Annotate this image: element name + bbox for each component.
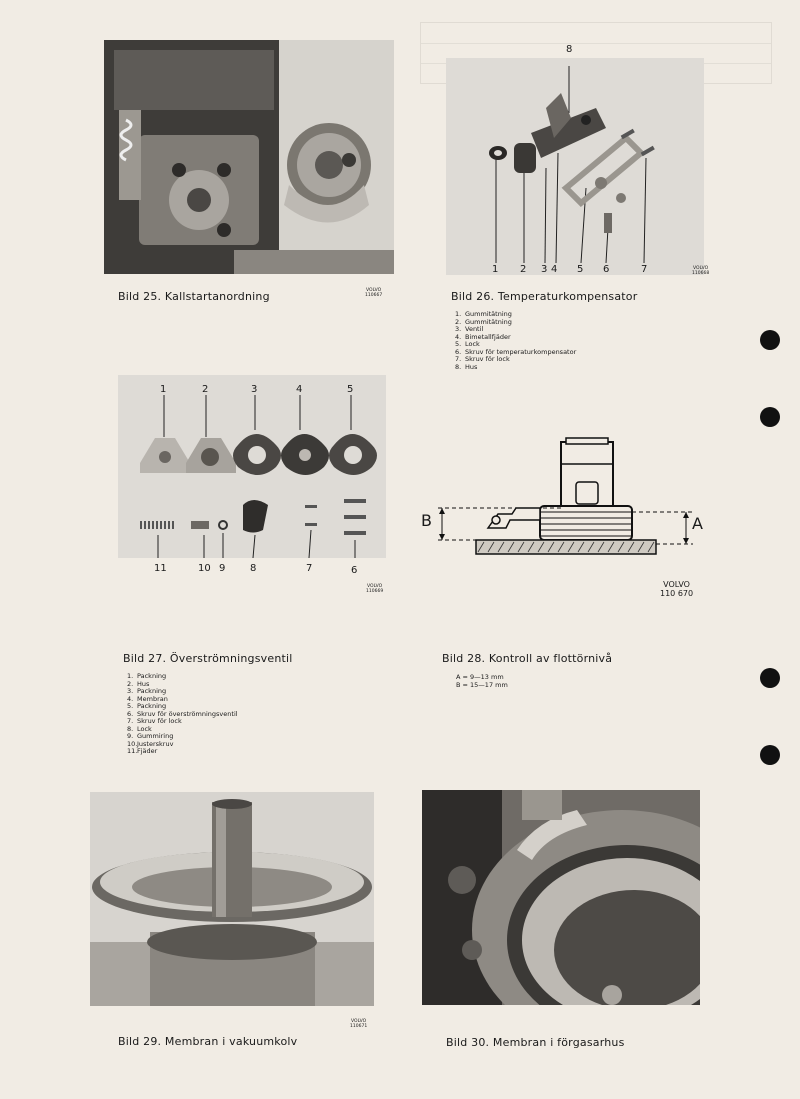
float-level-check-drawing (418, 436, 708, 566)
legend-text: Gummitätning (465, 317, 512, 326)
legend-text: Skruv för lock (137, 717, 182, 725)
legend-text: Ventil (465, 325, 484, 333)
fig27-part-number: 6 (351, 565, 358, 576)
punch-hole (760, 407, 780, 427)
fig26-code (692, 266, 709, 276)
legend-num: 9. (127, 732, 134, 740)
legend-num: 10. (127, 739, 138, 748)
fig27-part-number: 5 (347, 384, 354, 395)
fig27-part-number: 8 (250, 563, 257, 574)
legend-text: Packning (137, 702, 167, 710)
fig25-caption: Bild 25. Kallstartanordning (118, 290, 270, 303)
fig27-caption: Bild 27. Överströmningsventil (123, 652, 293, 665)
legend-text: Skruv för lock (465, 355, 510, 363)
fig26-part-number: 3 (541, 264, 548, 275)
fig25-code (365, 288, 382, 298)
punch-hole (760, 745, 780, 765)
fig25-code-number: 110667 (365, 293, 383, 298)
fig27-part-number: 1 (160, 384, 167, 395)
fig27-legend (127, 673, 238, 756)
temperature-compensator-exploded-illustration (446, 58, 704, 275)
spec-a: A = 9—13 mm (456, 673, 504, 681)
legend-num: 3. (127, 687, 134, 695)
fig27-part-number: 11 (154, 563, 167, 574)
fig26-part-number: 2 (520, 264, 527, 275)
legend-num: 6. (455, 347, 462, 356)
legend-num: 7. (455, 355, 462, 363)
legend-num: 4. (455, 332, 462, 341)
fig29-code-number: 110671 (350, 1024, 368, 1029)
legend-num: 4. (127, 694, 134, 703)
fig26-part-number: 1 (492, 264, 499, 275)
fig28-label-a: A (692, 514, 703, 533)
fig28-code-number: 110 670 (660, 589, 694, 598)
legend-num: 5. (455, 340, 462, 348)
carburetor-housing-diaphragm-illustration (422, 790, 700, 1005)
legend-text: Justerskruv (137, 739, 174, 748)
vacuum-piston-diaphragm-illustration (90, 792, 374, 1006)
overflow-valve-exploded-illustration (118, 375, 386, 558)
fig27-code-brand: VOLVO (367, 584, 383, 589)
legend-num: 1. (127, 672, 134, 680)
fig26-part-number: 8 (566, 44, 573, 55)
fig27-part-number: 3 (251, 384, 258, 395)
fig27-code-number: 110669 (366, 589, 384, 594)
legend-num: 6. (127, 709, 134, 718)
punch-hole (760, 668, 780, 688)
fig26-code-number: 110668 (692, 271, 710, 276)
legend-text: Fjäder (137, 747, 158, 755)
legend-text: Packning (137, 672, 167, 680)
legend-num: 3. (455, 325, 462, 333)
fig26-code-brand: VOLVO (693, 266, 709, 271)
legend-num: 2. (455, 317, 462, 326)
fig25-photo (104, 40, 394, 274)
fig28-specs (456, 674, 508, 689)
fig26-part-number: 7 (641, 264, 648, 275)
spec-b: B = 15—17 mm (456, 680, 508, 689)
fig28-caption: Bild 28. Kontroll av flottörnivå (442, 652, 613, 665)
fig27-photo (118, 375, 386, 558)
legend-num: 8. (127, 724, 134, 733)
legend-item (455, 364, 576, 372)
legend-text: Bimetallfjäder (465, 332, 511, 341)
legend-item (127, 748, 238, 756)
cold-start-device-illustration (104, 40, 394, 274)
fig27-code (366, 584, 383, 594)
fig26-photo (446, 58, 704, 275)
fig29-code-brand: VOLVO (351, 1019, 367, 1024)
legend-text: Gummitätning (465, 310, 512, 318)
fig27-part-number: 4 (296, 384, 303, 395)
fig28-label-b: B (421, 511, 432, 530)
fig27-part-number: 9 (219, 563, 226, 574)
fig27-part-number: 7 (306, 563, 313, 574)
fig30-photo (422, 790, 700, 1005)
fig27-part-number: 10 (198, 563, 211, 574)
legend-text: Gummiring (137, 732, 174, 740)
fig30-caption: Bild 30. Membran i förgasarhus (446, 1036, 625, 1049)
fig26-legend (455, 311, 576, 371)
legend-text: Skruv för överströmningsventil (137, 709, 238, 718)
fig26-caption: Bild 26. Temperaturkompensator (451, 290, 638, 303)
legend-text: Skruv för temperaturkompensator (465, 347, 577, 356)
fig26-part-number: 6 (603, 264, 610, 275)
fig28-drawing (418, 436, 708, 566)
fig26-part-number: 5 (577, 264, 584, 275)
punch-hole (760, 330, 780, 350)
legend-text: Packning (137, 687, 167, 695)
legend-text: Lock (137, 724, 152, 733)
legend-text: Lock (465, 340, 480, 348)
legend-num: 1. (455, 310, 462, 318)
legend-text: Hus (465, 362, 478, 371)
fig28-code (660, 580, 693, 598)
fig27-part-number: 2 (202, 384, 209, 395)
legend-text: Hus (137, 679, 150, 688)
fig26-part-number: 4 (551, 264, 558, 275)
legend-num: 5. (127, 702, 134, 710)
legend-num: 8. (455, 362, 462, 371)
fig28-code-brand: VOLVO (663, 580, 690, 589)
legend-num: 7. (127, 717, 134, 725)
fig25-code-brand: VOLVO (366, 288, 382, 293)
legend-text: Membran (137, 694, 168, 703)
legend-num: 2. (127, 679, 134, 688)
fig29-caption: Bild 29. Membran i vakuumkolv (118, 1035, 298, 1048)
fig29-photo (90, 792, 374, 1006)
legend-num: 11. (127, 747, 138, 755)
fig29-code (350, 1019, 367, 1029)
